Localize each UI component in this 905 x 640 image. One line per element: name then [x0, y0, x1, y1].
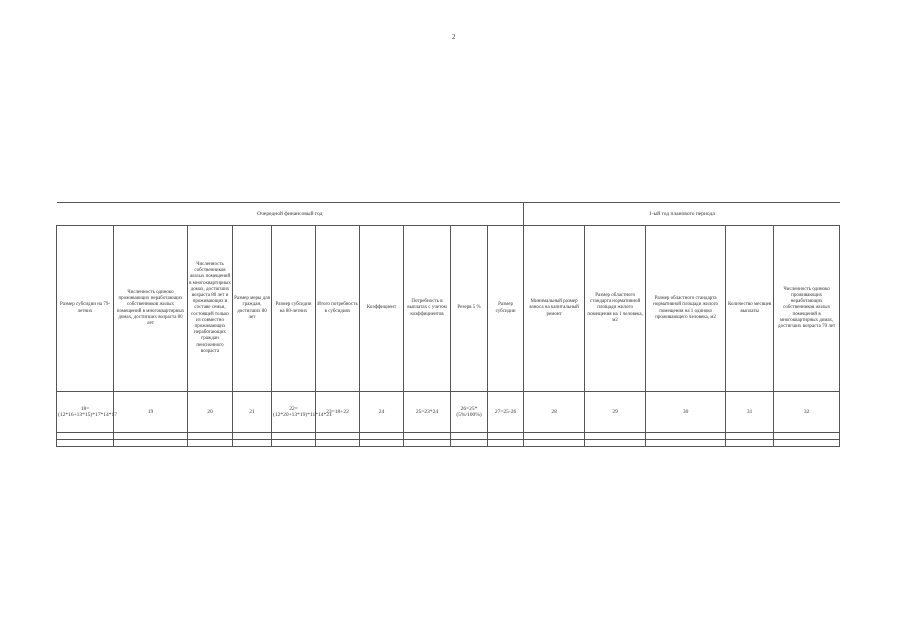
table-cell — [524, 440, 585, 447]
column-number: 18=(12*16+13*15)*17*14*17 — [57, 392, 114, 433]
table-cell — [360, 433, 404, 440]
column-number: 30 — [646, 392, 726, 433]
column-header: Коэффициент — [360, 226, 404, 392]
table-cell — [774, 440, 840, 447]
table-row — [57, 433, 840, 440]
column-header: Численность одиноко проживающих неработающих собственников жилых помещений в многоквартирных домах, достигших возраста 70 лет — [774, 226, 840, 392]
table-cell — [404, 440, 451, 447]
column-header: Размер субсидии на 79-летних — [57, 226, 114, 392]
table-cell — [646, 440, 726, 447]
column-number: 25=23*24 — [404, 392, 451, 433]
table-cell — [114, 440, 188, 447]
subsidy-table — [56, 202, 840, 447]
table-cell — [726, 433, 774, 440]
table-cell — [114, 433, 188, 440]
column-header: Численность одиноко проживающих неработающих собственников жилых помещений в многоквартирных домах, достигших возраста 80 лет — [114, 226, 188, 392]
column-header: Размер субсидии — [488, 226, 524, 392]
table-cell — [188, 433, 233, 440]
column-header: Размер субсидии на 80-летних — [272, 226, 316, 392]
table-cell — [360, 440, 404, 447]
table-cell — [188, 440, 233, 447]
table-cell — [57, 433, 114, 440]
column-header: Потребность в выплатах с учетом коэффициентов — [404, 226, 451, 392]
table-cell — [233, 440, 272, 447]
table-cell — [726, 440, 774, 447]
column-number: 27=25-26 — [488, 392, 524, 433]
column-header: Итого потребность в субсидиях — [316, 226, 360, 392]
table-cell — [585, 433, 646, 440]
table-cell — [646, 433, 726, 440]
table-cell — [488, 440, 524, 447]
column-number-row — [57, 392, 840, 433]
table-cell — [272, 440, 316, 447]
table-cell — [488, 433, 524, 440]
column-header: Резерв 5 % — [451, 226, 488, 392]
table-cell — [451, 433, 488, 440]
column-number: 32 — [774, 392, 840, 433]
table-cell — [404, 433, 451, 440]
column-number: 19 — [114, 392, 188, 433]
table-cell — [451, 440, 488, 447]
table-row — [57, 440, 840, 447]
column-number: 29 — [585, 392, 646, 433]
column-number: 21 — [233, 392, 272, 433]
table-cell — [272, 433, 316, 440]
period-row — [57, 203, 840, 226]
table-cell — [233, 433, 272, 440]
column-header: Численность собственников жилых помещений в многоквартирных домах, достигших возраста 80 лет и проживающих в составе семьи, состоящей только из совместно проживающих неработающих граждан пенсионного возраста — [188, 226, 233, 392]
column-header: Размер областного стандарта нормативной площади жилого помещения на 1 одиноко проживающего человека, м2 — [646, 226, 726, 392]
page-number: 2 — [452, 33, 456, 41]
column-number: 20 — [188, 392, 233, 433]
table-cell — [585, 440, 646, 447]
column-number: 24 — [360, 392, 404, 433]
period-current-year: Очередной финансовый год — [57, 203, 524, 226]
column-number: 31 — [726, 392, 774, 433]
period-first-plan-year: 1-ый год планового периода — [524, 203, 840, 226]
table-cell — [774, 433, 840, 440]
column-number: 22=(12*20+13*19)*11*14*21 — [272, 392, 316, 433]
table-cell — [316, 433, 360, 440]
column-number: 26=25*(5%/100%) — [451, 392, 488, 433]
table-cell — [57, 440, 114, 447]
column-header: Количество месяцев выплаты — [726, 226, 774, 392]
table-cell — [316, 440, 360, 447]
column-header: Минимальный размер взноса на капитальный ремонт — [524, 226, 585, 392]
column-number: 28 — [524, 392, 585, 433]
column-header: Размер меры для граждан, достигших 80 лет — [233, 226, 272, 392]
column-header: Размер областного стандарта нормативной площади жилого помещения на 1 человека, м2 — [585, 226, 646, 392]
table-cell — [524, 433, 585, 440]
column-number: 23=18+22 — [316, 392, 360, 433]
header-row — [57, 226, 840, 392]
